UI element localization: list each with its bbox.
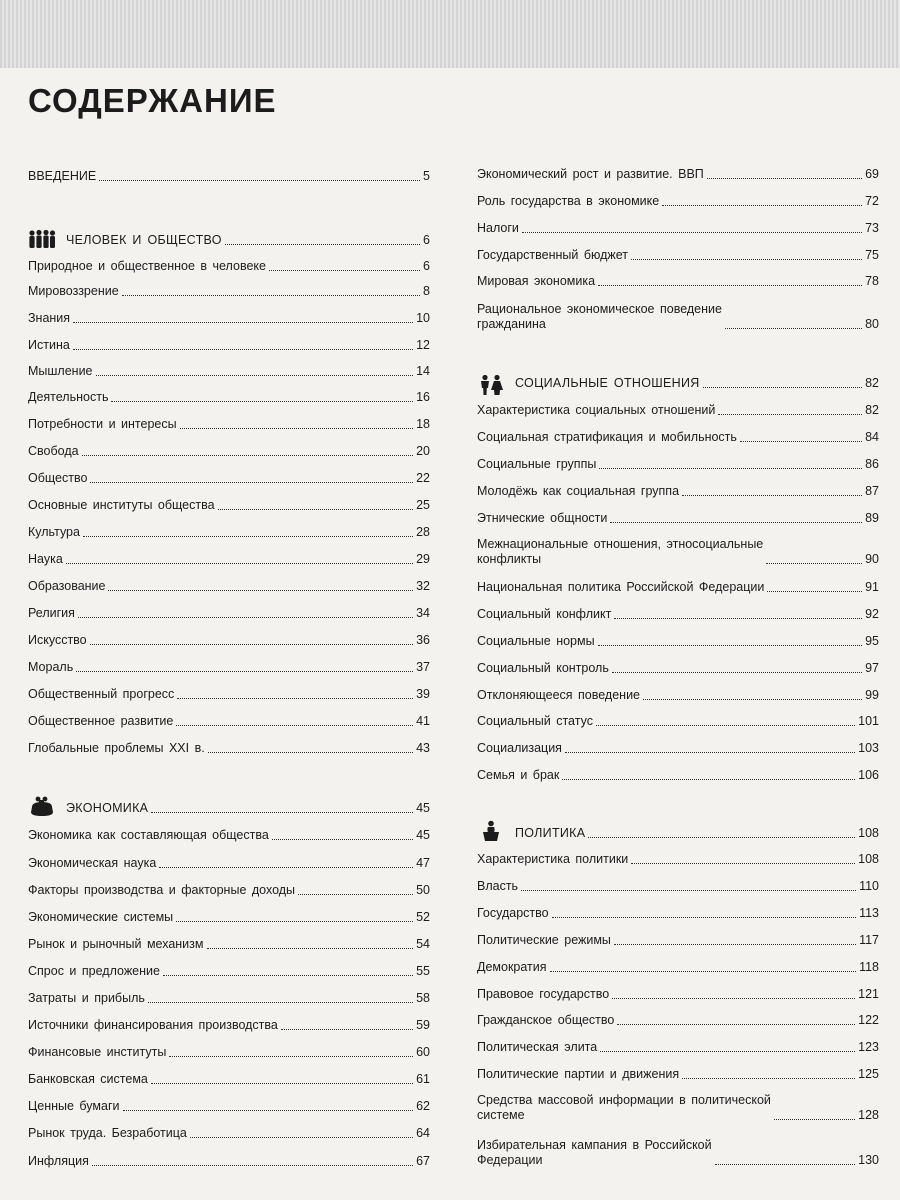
toc-entry[interactable]: Культура 28 (28, 525, 430, 539)
toc-entry[interactable]: Социальная стратификация и мобильность 84 (477, 430, 879, 444)
toc-entry[interactable]: Государство 113 (477, 906, 879, 920)
toc-entry[interactable]: Характеристика социальных отношений 82 (477, 403, 879, 417)
entry-line-1: Рациональное экономическое поведение (477, 302, 722, 316)
toc-entry[interactable]: Мораль 37 (28, 660, 430, 674)
toc-entry[interactable]: Гражданское общество 122 (477, 1013, 879, 1027)
toc-entry[interactable]: Власть 110 (477, 879, 879, 893)
toc-entry-intro[interactable]: ВВЕДЕНИЕ 5 (28, 169, 430, 183)
toc-entry[interactable]: Свобода 20 (28, 444, 430, 458)
people-icon (28, 228, 56, 250)
toc-entry[interactable]: Потребности и интересы 18 (28, 417, 430, 431)
toc-entry[interactable]: Социальные группы 86 (477, 457, 879, 471)
toc-entry[interactable]: Демократия 118 (477, 960, 879, 974)
toc-entry[interactable]: Мышление 14 (28, 364, 430, 378)
toc-entry[interactable]: Характеристика политики 108 (477, 852, 879, 866)
toc-entry[interactable]: Политические режимы 117 (477, 933, 879, 947)
entry-line-1: Средства массовой информации в политической (477, 1093, 771, 1107)
toc-entry[interactable]: Социальный статус 101 (477, 714, 879, 728)
toc-entry[interactable]: Ценные бумаги 62 (28, 1099, 430, 1113)
toc-entry[interactable]: Рынок труда. Безработица 64 (28, 1126, 430, 1140)
toc-entry[interactable]: Национальная политика Российской Федерации 91 (477, 580, 879, 594)
toc-entry[interactable]: Отклоняющееся поведение 99 (477, 688, 879, 702)
entry-line-2: конфликты (477, 552, 542, 566)
section-economy-heading[interactable]: ЭКОНОМИКА 45 (66, 801, 430, 815)
toc-entry[interactable]: Рынок и рыночный механизм 54 (28, 937, 430, 951)
toc-entry[interactable]: Банковская система 61 (28, 1072, 430, 1086)
toc-entry[interactable]: Социализация 103 (477, 741, 879, 755)
toc-entry[interactable]: Правовое государство 121 (477, 987, 879, 1001)
toc-entry[interactable]: Общественное развитие 41 (28, 714, 430, 728)
toc-entry[interactable]: Социальный контроль 97 (477, 661, 879, 675)
toc-entry[interactable]: Социальные нормы 95 (477, 634, 879, 648)
toc-entry[interactable]: Общество 22 (28, 471, 430, 485)
page-title: СОДЕРЖАНИЕ (28, 82, 277, 119)
toc-entry-two-line[interactable]: Избирательная кампания в Российской Федерации 130 (477, 1138, 879, 1167)
entry-line-2: гражданина (477, 317, 546, 331)
toc-entry[interactable]: Факторы производства и факторные доходы 50 (28, 883, 430, 897)
toc-entry[interactable]: Источники финансирования производства 59 (28, 1018, 430, 1032)
entry-line-2: Федерации (477, 1153, 543, 1167)
toc-entry[interactable]: Экономика как составляющая общества 45 (28, 828, 430, 842)
toc-entry[interactable]: Мировоззрение 8 (28, 284, 430, 298)
toc-entry-two-line[interactable]: Средства массовой информации в политической системе 128 (477, 1093, 879, 1122)
couple-icon (477, 374, 505, 396)
toc-entry[interactable]: Истина 12 (28, 338, 430, 352)
entry-line-1: Межнациональные отношения, этносоциальные (477, 537, 764, 551)
toc-entry[interactable]: Политическая элита 123 (477, 1040, 879, 1054)
toc-entry[interactable]: Финансовые институты 60 (28, 1045, 430, 1059)
section-politics-heading[interactable]: ПОЛИТИКА 108 (515, 826, 879, 840)
toc-entry[interactable]: Экономический рост и развитие. ВВП 69 (477, 167, 879, 181)
toc-entry[interactable]: Молодёжь как социальная группа 87 (477, 484, 879, 498)
toc-entry[interactable]: Основные институты общества 25 (28, 498, 430, 512)
toc-entry[interactable]: Инфляция 67 (28, 1154, 430, 1168)
toc-entry[interactable]: Религия 34 (28, 606, 430, 620)
toc-entry[interactable]: Государственный бюджет 75 (477, 248, 879, 262)
toc-entry[interactable]: Знания 10 (28, 311, 430, 325)
toc-entry[interactable]: Природное и общественное в человеке 6 (28, 259, 430, 273)
toc-entry[interactable]: Наука 29 (28, 552, 430, 566)
toc-entry[interactable]: Образование 32 (28, 579, 430, 593)
toc-entry[interactable]: Затраты и прибыль 58 (28, 991, 430, 1005)
purse-icon (28, 795, 56, 817)
toc-entry[interactable]: Экономическая наука 47 (28, 856, 430, 870)
podium-icon (477, 820, 505, 842)
toc-entry[interactable]: Глобальные проблемы XXI в. 43 (28, 741, 430, 755)
toc-entry[interactable]: Семья и брак 106 (477, 768, 879, 782)
entry-line-2: системе (477, 1108, 525, 1122)
toc-entry[interactable]: Налоги 73 (477, 221, 879, 235)
toc-entry[interactable]: Искусство 36 (28, 633, 430, 647)
toc-entry[interactable]: Роль государства в экономике 72 (477, 194, 879, 208)
section-social-heading[interactable]: СОЦИАЛЬНЫЕ ОТНОШЕНИЯ 82 (515, 376, 879, 390)
toc-entry[interactable]: Политические партии и движения 125 (477, 1067, 879, 1081)
toc-entry[interactable]: Деятельность 16 (28, 390, 430, 404)
toc-entry[interactable]: Социальный конфликт 92 (477, 607, 879, 621)
toc-entry[interactable]: Мировая экономика 78 (477, 274, 879, 288)
toc-entry-two-line[interactable]: Межнациональные отношения, этносоциальные конфликты 90 (477, 537, 879, 566)
section-society-heading[interactable]: ЧЕЛОВЕК И ОБЩЕСТВО 6 (66, 233, 430, 247)
scan-header-strip (0, 0, 900, 68)
toc-entry[interactable]: Общественный прогресс 39 (28, 687, 430, 701)
toc-entry[interactable]: Экономические системы 52 (28, 910, 430, 924)
entry-line-1: Избирательная кампания в Российской (477, 1138, 712, 1152)
toc-entry-two-line[interactable]: Рациональное экономическое поведение гражданина 80 (477, 302, 879, 331)
toc-entry[interactable]: Этнические общности 89 (477, 511, 879, 525)
toc-entry[interactable]: Спрос и предложение 55 (28, 964, 430, 978)
